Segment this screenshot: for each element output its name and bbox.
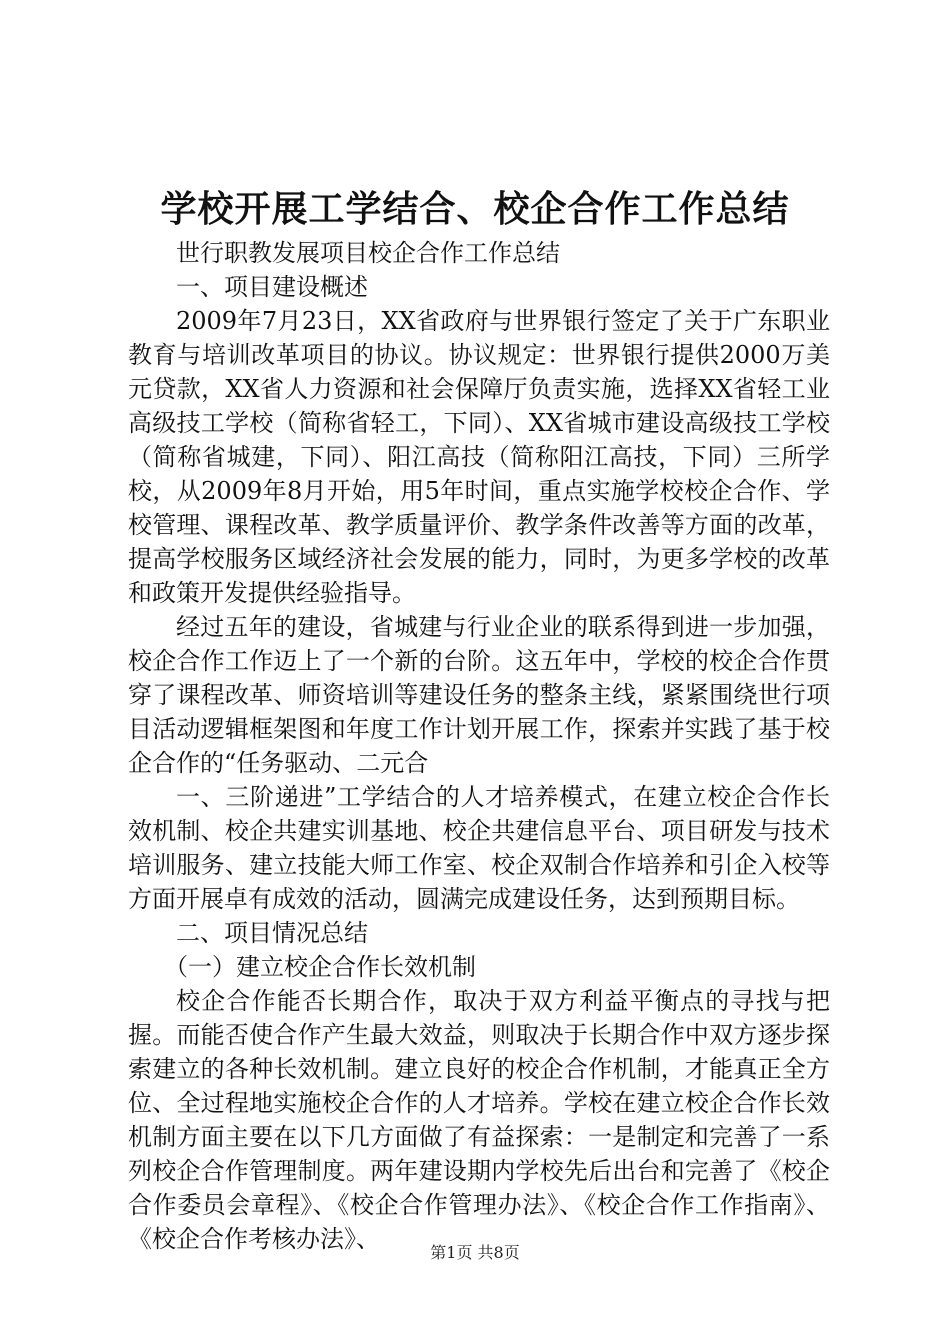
subsection-heading-mechanism: （一）建立校企合作长效机制 [164, 953, 476, 981]
document-title: 学校开展工学结合、校企合作工作总结 [160, 189, 790, 230]
section-heading-overview: 一、项目建设概述 [176, 273, 368, 301]
paragraph: 校企合作能否长期合作，取决于双方利益平衡点的寻找与把握。而能否使合作产生最大效益，则取决于长期合作中双方逐步探索建立的各种长效机制。建立良好的校企合作机制，才能真正全方位、全过程地实施校企合作的人才培养。学校在建立校企合作长效机制方面主要在以下几方面做了有益探索：一是制定和完善了一系列校企合作管理制度。两年建设期内学校先后出台和完善了《校企合作委员会章程》、《校企合作管理办法》、《校企合作工作指南》、《校企合作考核办法》、 [128, 987, 830, 1253]
document-subtitle: 世行职教发展项目校企合作工作总结 [176, 239, 560, 267]
paragraph: 2009年7月23日，XX省政府与世界银行签定了关于广东职业教育与培训改革项目的协议。协议规定：世界银行提供2000万美元贷款，XX省人力资源和社会保障厅负责实施，选择XX省轻工业高级技工学校（简称省轻工，下同）、XX省城市建设高级技工学校（简称省城建，下同）、阳江高技（简称阳江高技，下同）三所学校，从2009年8月开始，用5年时间，重点实施学校校企合作、学校管理、课程改革、教学质量评价、教学条件改善等方面的改革，提高学校服务区域经济社会发展的能力，同时，为更多学校的改革和政策开发提供经验指导。 [128, 307, 830, 607]
paragraph: 经过五年的建设，省城建与行业企业的联系得到进一步加强，校企合作工作迈上了一个新的台阶。这五年中，学校的校企合作贯穿了课程改革、师资培训等建设任务的整条主线，紧紧围绕世行项目活动逻辑框架图和年度工作计划开展工作，探索并实践了基于校企合作的“任务驱动、二元合 [128, 613, 830, 777]
paragraph: 一、三阶递进”工学结合的人才培养模式，在建立校企合作长效机制、校企共建实训基地、校企共建信息平台、项目研发与技术培训服务、建立技能大师工作室、校企双制合作培养和引企入校等方面开展卓有成效的活动，圆满完成建设任务，达到预期目标。 [128, 783, 830, 913]
page-footer: 第1页 共8页 [430, 1243, 520, 1262]
document-body [128, 236, 830, 1256]
section-heading-summary: 二、项目情况总结 [176, 919, 368, 947]
